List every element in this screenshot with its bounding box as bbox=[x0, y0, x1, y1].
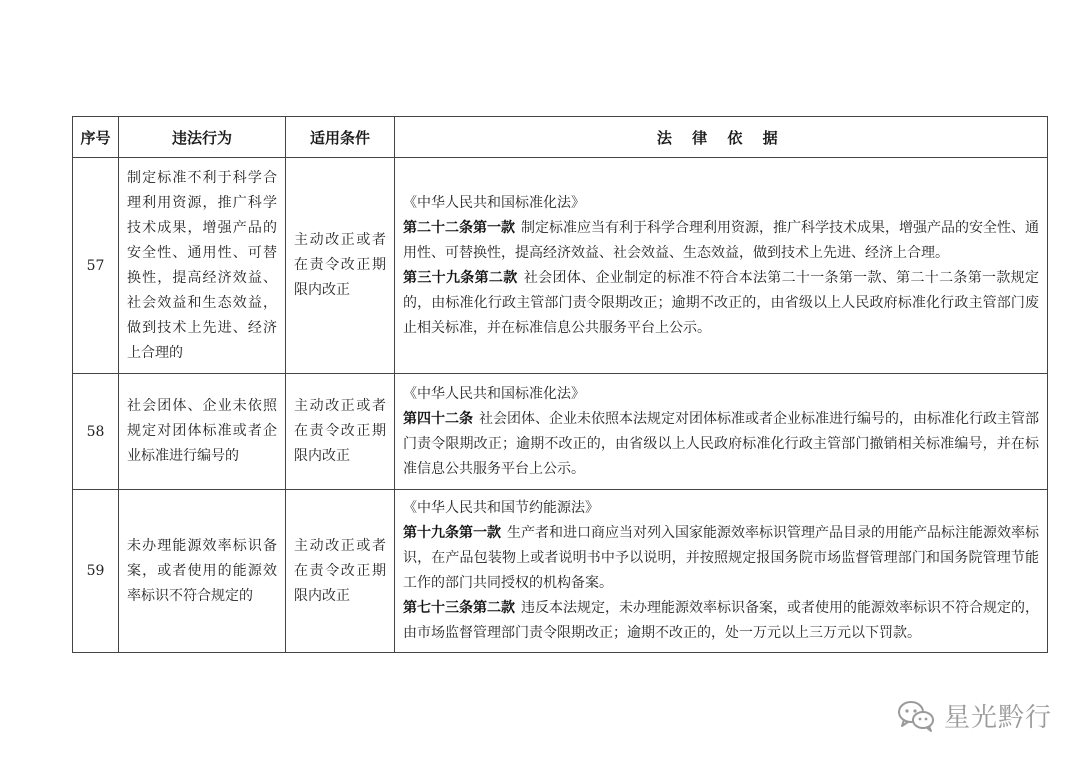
article-text: 违反本法规定，未办理能源效率标识备案，或者使用的能源效率标识不符合规定的，由市场监督管理部门责令限期改正；逾期不改正的，处一万元以上三万元以下罚款。 bbox=[403, 600, 1039, 641]
law-article bbox=[403, 596, 1039, 646]
watermark-text: 星光黔行 bbox=[944, 703, 1053, 733]
law-title: 《中华人民共和国节约能源法》 bbox=[403, 500, 599, 516]
law-title: 《中华人民共和国标准化法》 bbox=[403, 194, 585, 211]
law-article bbox=[403, 407, 1039, 482]
article-text: 社会团体、企业制定的标准不符合本法第二十一条第一款、第二十二条第一款规定的，由标准化行政主管部门责令限期改正；逾期不改正的，由省级以上人民政府标准化行政主管部门废止相关标准，并在标准信息公共服务平台上公示。 bbox=[403, 269, 1039, 336]
law-article bbox=[403, 521, 1039, 596]
violation-act: 制定标准不利于科学合理利用资源，推广科学技术成果，增强产品的安全性、通用性、可替换性，提高经济效益、社会效益和生态效益，做到技术上先进、经济上合理的 bbox=[119, 158, 286, 374]
row-number: 57 bbox=[73, 158, 119, 374]
article-number: 第七十三条第二款 bbox=[403, 600, 515, 616]
law-table bbox=[72, 116, 1048, 653]
law-article bbox=[403, 266, 1039, 341]
violation-act: 社会团体、企业未依照规定对团体标准或者企业标准进行编号的 bbox=[119, 374, 286, 490]
table-row bbox=[73, 374, 1048, 490]
table-row bbox=[73, 490, 1048, 653]
violation-act: 未办理能源效率标识备案，或者使用的能源效率标识不符合规定的 bbox=[119, 490, 286, 653]
article-text: 制定标准应当有利于科学合理利用资源，推广科学技术成果，增强产品的安全性、通用性、可替换性，提高经济效益、社会效益、生态效益，做到技术上先进、经济上合理。 bbox=[403, 219, 1039, 261]
table-header-row bbox=[73, 117, 1048, 158]
law-article bbox=[403, 216, 1039, 266]
law-title: 《中华人民共和国标准化法》 bbox=[403, 385, 585, 402]
table-row bbox=[73, 158, 1048, 374]
applicable-condition: 主动改正或者在责令改正期限内改正 bbox=[286, 490, 395, 653]
article-text: 生产者和进口商应当对列入国家能源效率标识管理产品目录的用能产品标注能源效率标识，在产品包装物上或者说明书中予以说明，并按照规定报国务院市场监督管理部门和国务院管理节能工作的部门共同授权的机构备案。 bbox=[403, 525, 1039, 591]
legal-basis bbox=[395, 490, 1048, 653]
article-number: 第十九条第一款 bbox=[403, 525, 501, 541]
legal-basis bbox=[395, 158, 1048, 374]
row-number: 58 bbox=[73, 374, 119, 490]
article-text: 社会团体、企业未依照本法规定对团体标准或者企业标准进行编号的，由标准化行政主管部门责令限期改正；逾期不改正的，由省级以上人民政府标准化行政主管部门撤销相关标准编号，并在标准信息公共服务平台上公示。 bbox=[403, 410, 1039, 477]
watermark bbox=[896, 697, 1052, 734]
header-no: 序号 bbox=[73, 117, 119, 158]
header-condition: 适用条件 bbox=[286, 117, 395, 158]
applicable-condition: 主动改正或者在责令改正期限内改正 bbox=[286, 374, 395, 490]
article-number: 第四十二条 bbox=[403, 410, 473, 427]
legal-basis bbox=[395, 374, 1048, 490]
document-sheet bbox=[72, 116, 1047, 653]
row-number: 59 bbox=[73, 490, 119, 653]
wechat-icon bbox=[896, 699, 936, 733]
header-act: 违法行为 bbox=[119, 117, 286, 158]
applicable-condition: 主动改正或者在责令改正期限内改正 bbox=[286, 158, 395, 374]
article-number: 第三十九条第二款 bbox=[403, 269, 518, 286]
article-number: 第二十二条第一款 bbox=[403, 219, 515, 236]
header-basis: 法 律 依 据 bbox=[395, 117, 1048, 158]
